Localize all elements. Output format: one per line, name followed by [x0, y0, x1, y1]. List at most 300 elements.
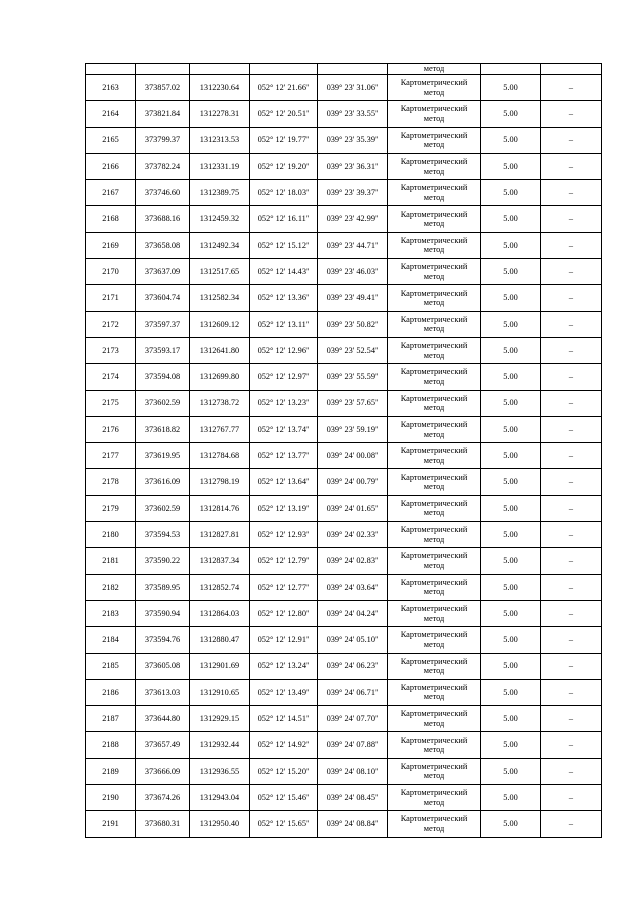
cell-x: 373857.02: [136, 75, 190, 101]
method-line-2: метод: [423, 797, 445, 807]
cell-y: 1312827.81: [190, 522, 250, 548]
cell-y: 1312852.74: [190, 574, 250, 600]
cell-y: 1312641.80: [190, 337, 250, 363]
cell-longitude: 039° 24' 07.88": [318, 732, 388, 758]
cell-latitude: 052° 12' 13.24": [250, 653, 318, 679]
cell-latitude: 052° 12' 14.43": [250, 259, 318, 285]
table-row: [86, 101, 602, 127]
cell-note: –: [541, 75, 602, 101]
cell-latitude: 052° 12' 14.92": [250, 732, 318, 758]
cell-longitude: 039° 23' 49.41": [318, 285, 388, 311]
cell-longitude: 039° 24' 07.70": [318, 706, 388, 732]
cell-method: [388, 600, 481, 626]
cell-x: 373602.59: [136, 390, 190, 416]
cell-x: 373657.49: [136, 732, 190, 758]
method-line-2: метод: [423, 192, 445, 202]
method-line-2: метод: [423, 482, 445, 492]
cell-point-number: 2190: [86, 785, 136, 811]
cell-note: –: [541, 337, 602, 363]
cell-longitude: 039° 23' 35.39": [318, 127, 388, 153]
method-line-1: Картометрический: [400, 420, 468, 429]
cell-point-number: 2184: [86, 627, 136, 653]
cell-latitude: 052° 12' 13.19": [250, 495, 318, 521]
method-line-1: Картометрический: [400, 183, 468, 193]
cell-point-number: 2187: [86, 706, 136, 732]
cell-latitude: 052° 12' 15.65": [250, 811, 318, 837]
method-line-2: метод: [423, 350, 445, 360]
method-line-1: Картометрический: [400, 577, 468, 587]
cell-accuracy: 5.00: [481, 495, 541, 521]
cell-latitude: 052° 12' 12.93": [250, 522, 318, 548]
cell-latitude: 052° 12' 12.91": [250, 627, 318, 653]
method-line-1: Картометрический: [400, 288, 468, 298]
cell-x: 373644.80: [136, 706, 190, 732]
cell-note: –: [541, 732, 602, 758]
cell-longitude: 039° 24' 03.64": [318, 574, 388, 600]
cell-point-number: 2186: [86, 679, 136, 705]
cell-point-number: 2189: [86, 758, 136, 784]
cell-point-number: 2179: [86, 495, 136, 521]
method-line-2: метод: [423, 403, 445, 413]
cell-x: 373613.03: [136, 679, 190, 705]
cell-point-number: 2183: [86, 600, 136, 626]
table-row: [86, 679, 602, 705]
cell-method: [388, 101, 481, 127]
cell-y: 1312929.15: [190, 706, 250, 732]
cell-note: –: [541, 522, 602, 548]
cell-longitude: 039° 24' 01.65": [318, 495, 388, 521]
cell-note: –: [541, 285, 602, 311]
cell-method: [388, 206, 481, 232]
cell-longitude: 039° 23' 55.59": [318, 364, 388, 390]
method-line-2: метод: [423, 87, 445, 97]
cell-latitude: 052° 12' 19.77": [250, 127, 318, 153]
table-row: [86, 522, 602, 548]
cell-y: 1312767.77: [190, 416, 250, 442]
cell-point-number: 2181: [86, 548, 136, 574]
cell-method: [388, 679, 481, 705]
cell-method: [388, 259, 481, 285]
cell-x: 373782.24: [136, 153, 190, 179]
cell-accuracy: 5.00: [481, 364, 541, 390]
method-line-1: Картометрический: [400, 551, 468, 561]
table-body: [86, 64, 602, 838]
cell-x: 373666.09: [136, 758, 190, 784]
cell-longitude: 039° 23' 57.65": [318, 390, 388, 416]
cell-method: [388, 75, 481, 101]
cell-latitude: 052° 12' 21.66": [250, 75, 318, 101]
cell-longitude: 039° 24' 02.33": [318, 522, 388, 548]
table-row: [86, 337, 602, 363]
cell-accuracy: 5.00: [481, 416, 541, 442]
method-line-2: метод: [423, 613, 445, 623]
cell-note: –: [541, 785, 602, 811]
cell-latitude: 052° 12' 13.77": [250, 443, 318, 469]
method-line-1: Картометрический: [400, 656, 468, 666]
method-line-2: метод: [423, 298, 445, 308]
cell-note: –: [541, 758, 602, 784]
cell-accuracy: 5.00: [481, 706, 541, 732]
cell-point-number: 2167: [86, 180, 136, 206]
method-line-1: Картометрический: [400, 472, 468, 482]
cell-accuracy: 5.00: [481, 75, 541, 101]
method-line-2: метод: [423, 639, 445, 649]
cell-longitude: 039° 23' 31.06": [318, 75, 388, 101]
cell-note: –: [541, 232, 602, 258]
cell-accuracy: 5.00: [481, 600, 541, 626]
cell-longitude: 039° 23' 42.99": [318, 206, 388, 232]
table-row: [86, 653, 602, 679]
cell-accuracy: 5.00: [481, 627, 541, 653]
cell-x: 373618.82: [136, 416, 190, 442]
method-line-2: метод: [423, 166, 445, 176]
cell-x: 373594.53: [136, 522, 190, 548]
cell-latitude: 052° 12' 12.97": [250, 364, 318, 390]
cell-note: –: [541, 653, 602, 679]
cell-note: –: [541, 206, 602, 232]
table-row: [86, 627, 602, 653]
cell-point-number: 2188: [86, 732, 136, 758]
cell-x: 373605.08: [136, 653, 190, 679]
cell-y: 1312936.55: [190, 758, 250, 784]
cell-accuracy: 5.00: [481, 469, 541, 495]
method-line-1: Картометрический: [400, 761, 468, 771]
cell-accuracy: 5.00: [481, 522, 541, 548]
cell-longitude: 039° 23' 46.03": [318, 259, 388, 285]
method-line-2: метод: [423, 718, 445, 728]
cell-y: 1312880.47: [190, 627, 250, 653]
cell-method: [388, 574, 481, 600]
table-row: [86, 785, 602, 811]
cell-point-number: 2180: [86, 522, 136, 548]
cell-x: 373589.95: [136, 574, 190, 600]
cell-latitude: 052° 12' 13.36": [250, 285, 318, 311]
method-line-1: Картометрический: [400, 341, 468, 351]
table-row: [86, 548, 602, 574]
cell-y: 1312313.53: [190, 127, 250, 153]
cell-x: 373821.84: [136, 101, 190, 127]
cell-x: 373680.31: [136, 811, 190, 837]
cell-y: 1312389.75: [190, 180, 250, 206]
cell-note: –: [541, 127, 602, 153]
method-line-1: Картометрический: [400, 78, 468, 88]
cell-method: [388, 416, 481, 442]
cell-longitude: 039° 24' 02.83": [318, 548, 388, 574]
table-row: [86, 75, 602, 101]
cell-longitude: 039° 24' 00.79": [318, 469, 388, 495]
cell-latitude: 052° 12' 13.23": [250, 390, 318, 416]
cell-note: –: [541, 153, 602, 179]
cell-longitude: 039° 23' 36.31": [318, 153, 388, 179]
cell-x: 373799.37: [136, 127, 190, 153]
cell-point-number: 2173: [86, 337, 136, 363]
method-line-1: Картометрический: [400, 367, 468, 377]
cell-x: 373594.08: [136, 364, 190, 390]
table-row: [86, 469, 602, 495]
cell-method: [388, 495, 481, 521]
cell-accuracy: 5.00: [481, 574, 541, 600]
method-line-2: метод: [423, 376, 445, 386]
cell-accuracy: 5.00: [481, 127, 541, 153]
method-line-1: Картометрический: [400, 630, 468, 640]
cell-accuracy: 5.00: [481, 232, 541, 258]
cell-note: –: [541, 311, 602, 337]
cell-x: 373616.09: [136, 469, 190, 495]
table-row: [86, 416, 602, 442]
cell-point-number: 2170: [86, 259, 136, 285]
cell-note: [541, 64, 602, 75]
cell-method: [388, 811, 481, 837]
method-line-2: метод: [423, 324, 445, 334]
cell-note: –: [541, 390, 602, 416]
coordinates-table: [85, 63, 602, 838]
cell-note: –: [541, 364, 602, 390]
cell-accuracy: 5.00: [481, 653, 541, 679]
cell-method: [388, 285, 481, 311]
cell-longitude: 039° 23' 33.55": [318, 101, 388, 127]
cell-x: 373594.76: [136, 627, 190, 653]
cell-longitude: 039° 23' 52.54": [318, 337, 388, 363]
cell-accuracy: 5.00: [481, 206, 541, 232]
cell-accuracy: 5.00: [481, 811, 541, 837]
cell-latitude: 052° 12' 19.20": [250, 153, 318, 179]
cell-y: 1312837.34: [190, 548, 250, 574]
table-row: [86, 758, 602, 784]
cell-latitude: 052° 12' 13.11": [250, 311, 318, 337]
cell-latitude: 052° 12' 12.80": [250, 600, 318, 626]
cell-method: [388, 311, 481, 337]
cell-latitude: 052° 12' 18.03": [250, 180, 318, 206]
cell-latitude: 052° 12' 12.96": [250, 337, 318, 363]
cell-method: [388, 390, 481, 416]
cell-accuracy: 5.00: [481, 311, 541, 337]
cell-accuracy: 5.00: [481, 101, 541, 127]
method-line-1: Картометрический: [400, 393, 468, 403]
cell-method: [388, 364, 481, 390]
cell-latitude: 052° 12' 14.51": [250, 706, 318, 732]
method-line-2: метод: [423, 429, 445, 439]
cell-method: [388, 732, 481, 758]
cell-accuracy: 5.00: [481, 153, 541, 179]
cell-latitude: 052° 12' 15.12": [250, 232, 318, 258]
cell-longitude: 039° 24' 05.10": [318, 627, 388, 653]
method-line-2: метод: [423, 455, 445, 465]
table-row: [86, 311, 602, 337]
method-line-2: метод: [423, 560, 445, 570]
cell-method: [388, 522, 481, 548]
cell-x: 373602.59: [136, 495, 190, 521]
cell-point-number: 2182: [86, 574, 136, 600]
cell-longitude: 039° 24' 00.08": [318, 443, 388, 469]
cell-y: 1312331.19: [190, 153, 250, 179]
cell-accuracy: 5.00: [481, 390, 541, 416]
method-line-1: Картометрический: [400, 604, 468, 614]
cell-latitude: 052° 12' 12.79": [250, 548, 318, 574]
cell-latitude: 052° 12' 16.11": [250, 206, 318, 232]
cell-latitude: 052° 12' 15.20": [250, 758, 318, 784]
cell-note: –: [541, 180, 602, 206]
cell-y: 1312609.12: [190, 311, 250, 337]
cell-x: 373593.17: [136, 337, 190, 363]
cell-latitude: 052° 12' 13.64": [250, 469, 318, 495]
cell-note: –: [541, 679, 602, 705]
cell-note: –: [541, 443, 602, 469]
cell-accuracy: 5.00: [481, 732, 541, 758]
cell-method: [388, 706, 481, 732]
cell-latitude: 052° 12' 13.49": [250, 679, 318, 705]
cell-point-number: 2168: [86, 206, 136, 232]
method-line-1: Картометрический: [400, 209, 468, 219]
cell-method: [388, 337, 481, 363]
cell-point-number: [86, 64, 136, 75]
table-row: [86, 574, 602, 600]
cell-accuracy: 5.00: [481, 679, 541, 705]
cell-latitude: 052° 12' 13.74": [250, 416, 318, 442]
method-line-1: Картометрический: [400, 130, 468, 140]
cell-longitude: 039° 23' 50.82": [318, 311, 388, 337]
cell-note: –: [541, 495, 602, 521]
cell-x: 373746.60: [136, 180, 190, 206]
cell-y: 1312950.40: [190, 811, 250, 837]
cell-accuracy: 5.00: [481, 548, 541, 574]
cell-point-number: 2166: [86, 153, 136, 179]
method-line-1: Картометрический: [400, 446, 468, 456]
method-line-1: Картометрический: [400, 235, 468, 245]
method-line-2: метод: [423, 823, 445, 833]
cell-point-number: 2177: [86, 443, 136, 469]
cell-y: 1312932.44: [190, 732, 250, 758]
cell-latitude: [250, 64, 318, 75]
cell-method: [388, 758, 481, 784]
table-row: [86, 443, 602, 469]
cell-y: 1312901.69: [190, 653, 250, 679]
cell-accuracy: 5.00: [481, 337, 541, 363]
cell-method: [388, 548, 481, 574]
cell-point-number: 2176: [86, 416, 136, 442]
method-line-1: Картометрический: [400, 814, 468, 824]
cell-accuracy: 5.00: [481, 285, 541, 311]
table-row: [86, 206, 602, 232]
cell-y: 1312910.65: [190, 679, 250, 705]
method-line-1: Картометрический: [400, 262, 468, 272]
method-line-2: метод: [423, 271, 445, 281]
cell-longitude: 039° 23' 59.19": [318, 416, 388, 442]
cell-y: 1312943.04: [190, 785, 250, 811]
cell-y: 1312459.32: [190, 206, 250, 232]
cell-longitude: 039° 24' 06.71": [318, 679, 388, 705]
cell-method: [388, 443, 481, 469]
cell-note: –: [541, 627, 602, 653]
cell-note: –: [541, 416, 602, 442]
cell-note: –: [541, 811, 602, 837]
cell-method: [388, 153, 481, 179]
method-line-2: метод: [423, 534, 445, 544]
method-line-2: метод: [423, 692, 445, 702]
table-row: [86, 811, 602, 837]
cell-y: 1312582.34: [190, 285, 250, 311]
cell-point-number: 2191: [86, 811, 136, 837]
cell-longitude: 039° 24' 08.84": [318, 811, 388, 837]
cell-x: 373597.37: [136, 311, 190, 337]
method-line-1: Картометрический: [400, 709, 468, 719]
cell-note: –: [541, 574, 602, 600]
method-line-2: метод: [423, 666, 445, 676]
method-line-2: метод: [423, 140, 445, 150]
cell-y: 1312278.31: [190, 101, 250, 127]
method-line-1: Картометрический: [400, 498, 468, 508]
cell-method: [388, 232, 481, 258]
method-line-2: метод: [423, 508, 445, 518]
cell-longitude: 039° 24' 08.10": [318, 758, 388, 784]
table-row: [86, 285, 602, 311]
method-line-2: метод: [423, 771, 445, 781]
cell-longitude: 039° 24' 06.23": [318, 653, 388, 679]
table-row: [86, 180, 602, 206]
cell-point-number: 2178: [86, 469, 136, 495]
cell-accuracy: 5.00: [481, 785, 541, 811]
cell-y: 1312517.65: [190, 259, 250, 285]
cell-point-number: 2185: [86, 653, 136, 679]
method-line-1: Картометрический: [400, 314, 468, 324]
cell-point-number: 2165: [86, 127, 136, 153]
cell-note: –: [541, 101, 602, 127]
cell-accuracy: 5.00: [481, 180, 541, 206]
cell-note: –: [541, 600, 602, 626]
cell-longitude: 039° 24' 04.24": [318, 600, 388, 626]
method-line-1: Картометрический: [400, 788, 468, 798]
cell-point-number: 2171: [86, 285, 136, 311]
cell-x: 373619.95: [136, 443, 190, 469]
cell-longitude: [318, 64, 388, 75]
cell-method: [388, 180, 481, 206]
cell-point-number: 2163: [86, 75, 136, 101]
cell-point-number: 2175: [86, 390, 136, 416]
method-line-2: метод: [423, 587, 445, 597]
cell-accuracy: 5.00: [481, 758, 541, 784]
method-line-1: Картометрический: [400, 157, 468, 167]
cell-x: 373637.09: [136, 259, 190, 285]
method-line-1: Картометрический: [400, 104, 468, 114]
cell-y: 1312230.64: [190, 75, 250, 101]
cell-accuracy: 5.00: [481, 259, 541, 285]
cell-accuracy: [481, 64, 541, 75]
method-line-2: метод: [423, 745, 445, 755]
table-row: [86, 153, 602, 179]
cell-point-number: 2164: [86, 101, 136, 127]
cell-note: –: [541, 259, 602, 285]
cell-x: 373590.94: [136, 600, 190, 626]
cell-method: [388, 785, 481, 811]
cell-point-number: 2169: [86, 232, 136, 258]
cell-x: 373674.26: [136, 785, 190, 811]
table-row: [86, 232, 602, 258]
cell-y: 1312699.80: [190, 364, 250, 390]
cell-method: [388, 127, 481, 153]
cell-x: 373658.08: [136, 232, 190, 258]
cell-x: 373604.74: [136, 285, 190, 311]
cell-accuracy: 5.00: [481, 443, 541, 469]
cell-method: [388, 627, 481, 653]
cell-method: метод: [388, 64, 481, 75]
cell-point-number: 2172: [86, 311, 136, 337]
cell-latitude: 052° 12' 15.46": [250, 785, 318, 811]
cell-latitude: 052° 12' 12.77": [250, 574, 318, 600]
cell-y: 1312864.03: [190, 600, 250, 626]
cell-x: 373688.16: [136, 206, 190, 232]
cell-y: 1312784.68: [190, 443, 250, 469]
cell-note: –: [541, 469, 602, 495]
cell-longitude: 039° 24' 08.45": [318, 785, 388, 811]
